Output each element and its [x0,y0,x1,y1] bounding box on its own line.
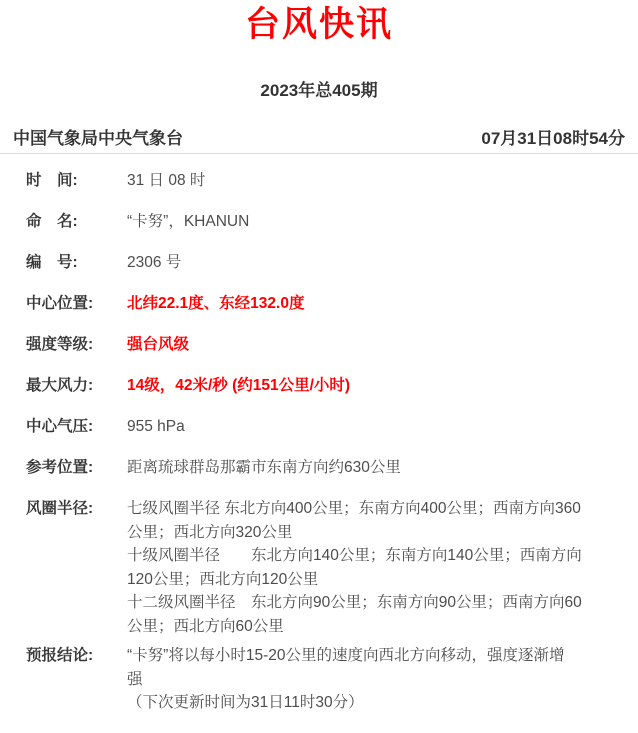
field-value: 955 hPa [127,418,185,435]
wind-radius-row [26,497,628,638]
field-label: 中心气压: [26,418,94,435]
field-label: 编 号: [26,254,78,271]
wind-radius-lines [127,497,582,638]
field-row [26,415,628,439]
field-row [26,456,628,480]
forecast-lines [127,644,564,715]
field-value: 距离琉球群岛那霸市东南方向约630公里 [127,459,401,476]
forecast-line: “卡努”将以每小时15-20公里的速度向西北方向移动，强度逐渐增 [127,647,565,664]
forecast-line: 强 [127,670,143,688]
issue-number: 2023年总405期 [260,81,378,100]
wind-radius-line: 七级风圈半径 东北方向400公里；东南方向400公里；西南方向360 [127,500,581,517]
wind-radius-label: 风圈半径: [26,500,94,517]
field-row [26,210,628,234]
typhoon-bulletin-page [0,5,638,733]
wind-radius-line: 公里；西北方向320公里 [127,523,293,541]
fields [0,154,638,715]
wind-radius-line: 120公里；西北方向120公里 [127,570,319,588]
field-value: 14级，42米/秒 (约151公里/小时) [127,377,351,394]
header-bar [0,129,638,154]
forecast-line: （下次更新时间为31日11时30分） [127,694,364,711]
wind-radius-line: 公里；西北方向60公里 [127,617,284,635]
field-row [26,251,628,275]
field-label: 中心位置: [26,295,94,312]
wind-radius-line: 十二级风圈半径 东北方向90公里；东南方向90公里；西南方向60 [127,594,582,611]
field-row [26,169,628,193]
field-label: 强度等级: [26,336,94,353]
field-value: 2306 号 [127,254,182,271]
field-value: 31 日 08 时 [127,172,206,189]
field-row [26,292,628,316]
field-label: 命 名: [26,213,78,230]
field-value: “卡努”，KHANUN [127,213,250,230]
field-label: 参考位置: [26,459,94,476]
field-row [26,374,628,398]
forecast-label: 预报结论: [26,647,94,664]
field-value: 强台风级 [127,336,190,353]
field-value: 北纬22.1度、东经132.0度 [127,295,305,312]
field-row [26,333,628,357]
forecast-row [26,644,628,715]
wind-radius-line: 十级风圈半径 东北方向140公里；东南方向140公里；西南方向 [127,547,582,564]
issue-datetime: 07月31日08时54分 [481,129,625,148]
agency-name: 中国气象局中央气象台 [13,129,183,148]
field-label: 最大风力: [26,377,94,394]
page-title: 台风快讯 [244,5,393,44]
field-label: 时 间: [26,172,78,189]
